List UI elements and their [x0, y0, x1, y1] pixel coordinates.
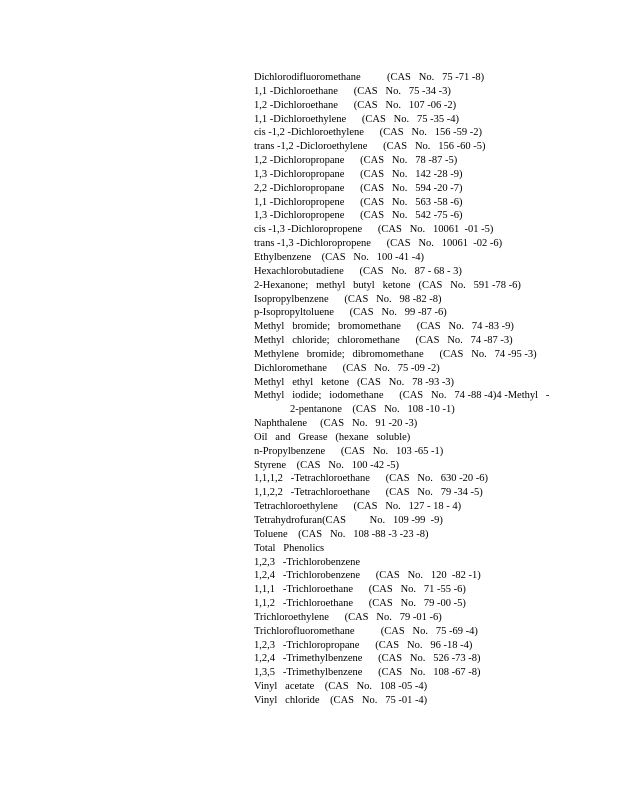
list-item: 1,2 -Dichloropropane (CAS No. 78 -87 -5): [254, 155, 458, 167]
list-item: 1,1,1 -Trichloroethane (CAS No. 71 -55 -6): [254, 584, 466, 596]
list-item: Hexachlorobutadiene (CAS No. 87 - 68 - 3): [254, 265, 462, 277]
list-item: trans -1,2 -Dicloroethylene (CAS No. 156 -60 -5): [254, 141, 486, 153]
list-item: cis -1,2 -Dichloroethylene (CAS No. 156 -59 -2): [254, 127, 483, 139]
list-item: n-Propylbenzene (CAS No. 103 -65 -1): [254, 445, 444, 457]
list-item: Tetrachloroethylene (CAS No. 127 - 18 - 4): [254, 501, 462, 513]
list-item: Vinyl acetate (CAS No. 108 -05 -4): [254, 681, 428, 693]
list-item: 1,3 -Dichloropropene (CAS No. 542 -75 -6): [254, 210, 463, 222]
list-item: 1,1,1,2 -Tetrachloroethane (CAS No. 630 -20 -6): [254, 473, 489, 485]
list-item: Methyl ethyl ketone (CAS No. 78 -93 -3): [254, 376, 455, 388]
list-item: 1,2,3 -Trichlorobenzene: [254, 556, 361, 568]
list-item: 2,2 -Dichloropropane (CAS No. 594 -20 -7): [254, 182, 463, 194]
list-item: 1,1,2 -Trichloroethane (CAS No. 79 -00 -5): [254, 598, 466, 610]
list-item: 2-Hexanone; methyl butyl ketone (CAS No. 591 -78 -6): [254, 279, 521, 291]
list-item: Tetrahydrofuran(CAS No. 109 -99 -9): [254, 515, 443, 526]
list-item: 1,2 -Dichloroethane (CAS No. 107 -06 -2): [254, 99, 457, 111]
list-item: Vinyl chloride (CAS No. 75 -01 -4): [254, 694, 428, 706]
list-item-continuation: 2-pentanone (CAS No. 108 -10 -1): [290, 404, 455, 416]
list-item: Ethylbenzene (CAS No. 100 -41 -4): [254, 251, 425, 263]
list-item: Isopropylbenzene (CAS No. 98 -82 -8): [254, 293, 442, 305]
list-item: 1,2,3 -Trichloropropane (CAS No. 96 -18 -4): [254, 639, 473, 651]
list-item: 1,2,4 -Trichlorobenzene (CAS No. 120 -82 -1): [254, 570, 481, 582]
list-item: 1,1 -Dichloroethylene (CAS No. 75 -35 -4): [254, 113, 460, 125]
list-item: 1,2,4 -Trimethylbenzene (CAS No. 526 -73 -8): [254, 653, 481, 665]
list-item: 1,3,5 -Trimethylbenzene (CAS No. 108 -67 -8): [254, 667, 481, 679]
list-item: 1,3 -Dichloropropane (CAS No. 142 -28 -9): [254, 168, 463, 180]
list-item: Styrene (CAS No. 100 -42 -5): [254, 459, 399, 471]
list-item: p-Isopropyltoluene (CAS No. 99 -87 -6): [254, 307, 447, 319]
chemical-list: [254, 71, 584, 708]
list-item: 1,1,2,2 -Tetrachloroethane (CAS No. 79 -34 -5): [254, 487, 483, 499]
list-item: Methyl iodide; iodomethane (CAS No. 74 -88 -4)4 -Methyl -: [254, 390, 550, 402]
list-item: 1,1 -Dichloropropene (CAS No. 563 -58 -6): [254, 196, 463, 208]
list-item: Trichloroethylene (CAS No. 79 -01 -6): [254, 611, 442, 623]
list-item: Trichlorofluoromethane (CAS No. 75 -69 -4): [254, 625, 478, 637]
list-item: Methyl bromide; bromomethane (CAS No. 74 -83 -9): [254, 321, 514, 333]
list-item: cis -1,3 -Dichloropropene (CAS No. 10061 -01 -5): [254, 224, 494, 236]
list-item: Total Phenolics: [254, 542, 325, 554]
list-item: Naphthalene (CAS No. 91 -20 -3): [254, 418, 418, 430]
list-item: Dichloromethane (CAS No. 75 -09 -2): [254, 362, 440, 374]
list-item: 1,1 -Dichloroethane (CAS No. 75 -34 -3): [254, 85, 451, 97]
list-item: Oil and Grease (hexane soluble): [254, 431, 411, 443]
list-item: Dichlorodifluoromethane (CAS No. 75 -71 -8): [254, 72, 485, 83]
list-item: Methylene bromide; dibromomethane (CAS No. 74 -95 -3): [254, 348, 537, 360]
list-item: trans -1,3 -Dichloropropene (CAS No. 10061 -02 -6): [254, 238, 503, 250]
list-item: Toluene (CAS No. 108 -88 -3 -23 -8): [254, 528, 429, 540]
list-item: Methyl chloride; chloromethane (CAS No. 74 -87 -3): [254, 335, 513, 347]
